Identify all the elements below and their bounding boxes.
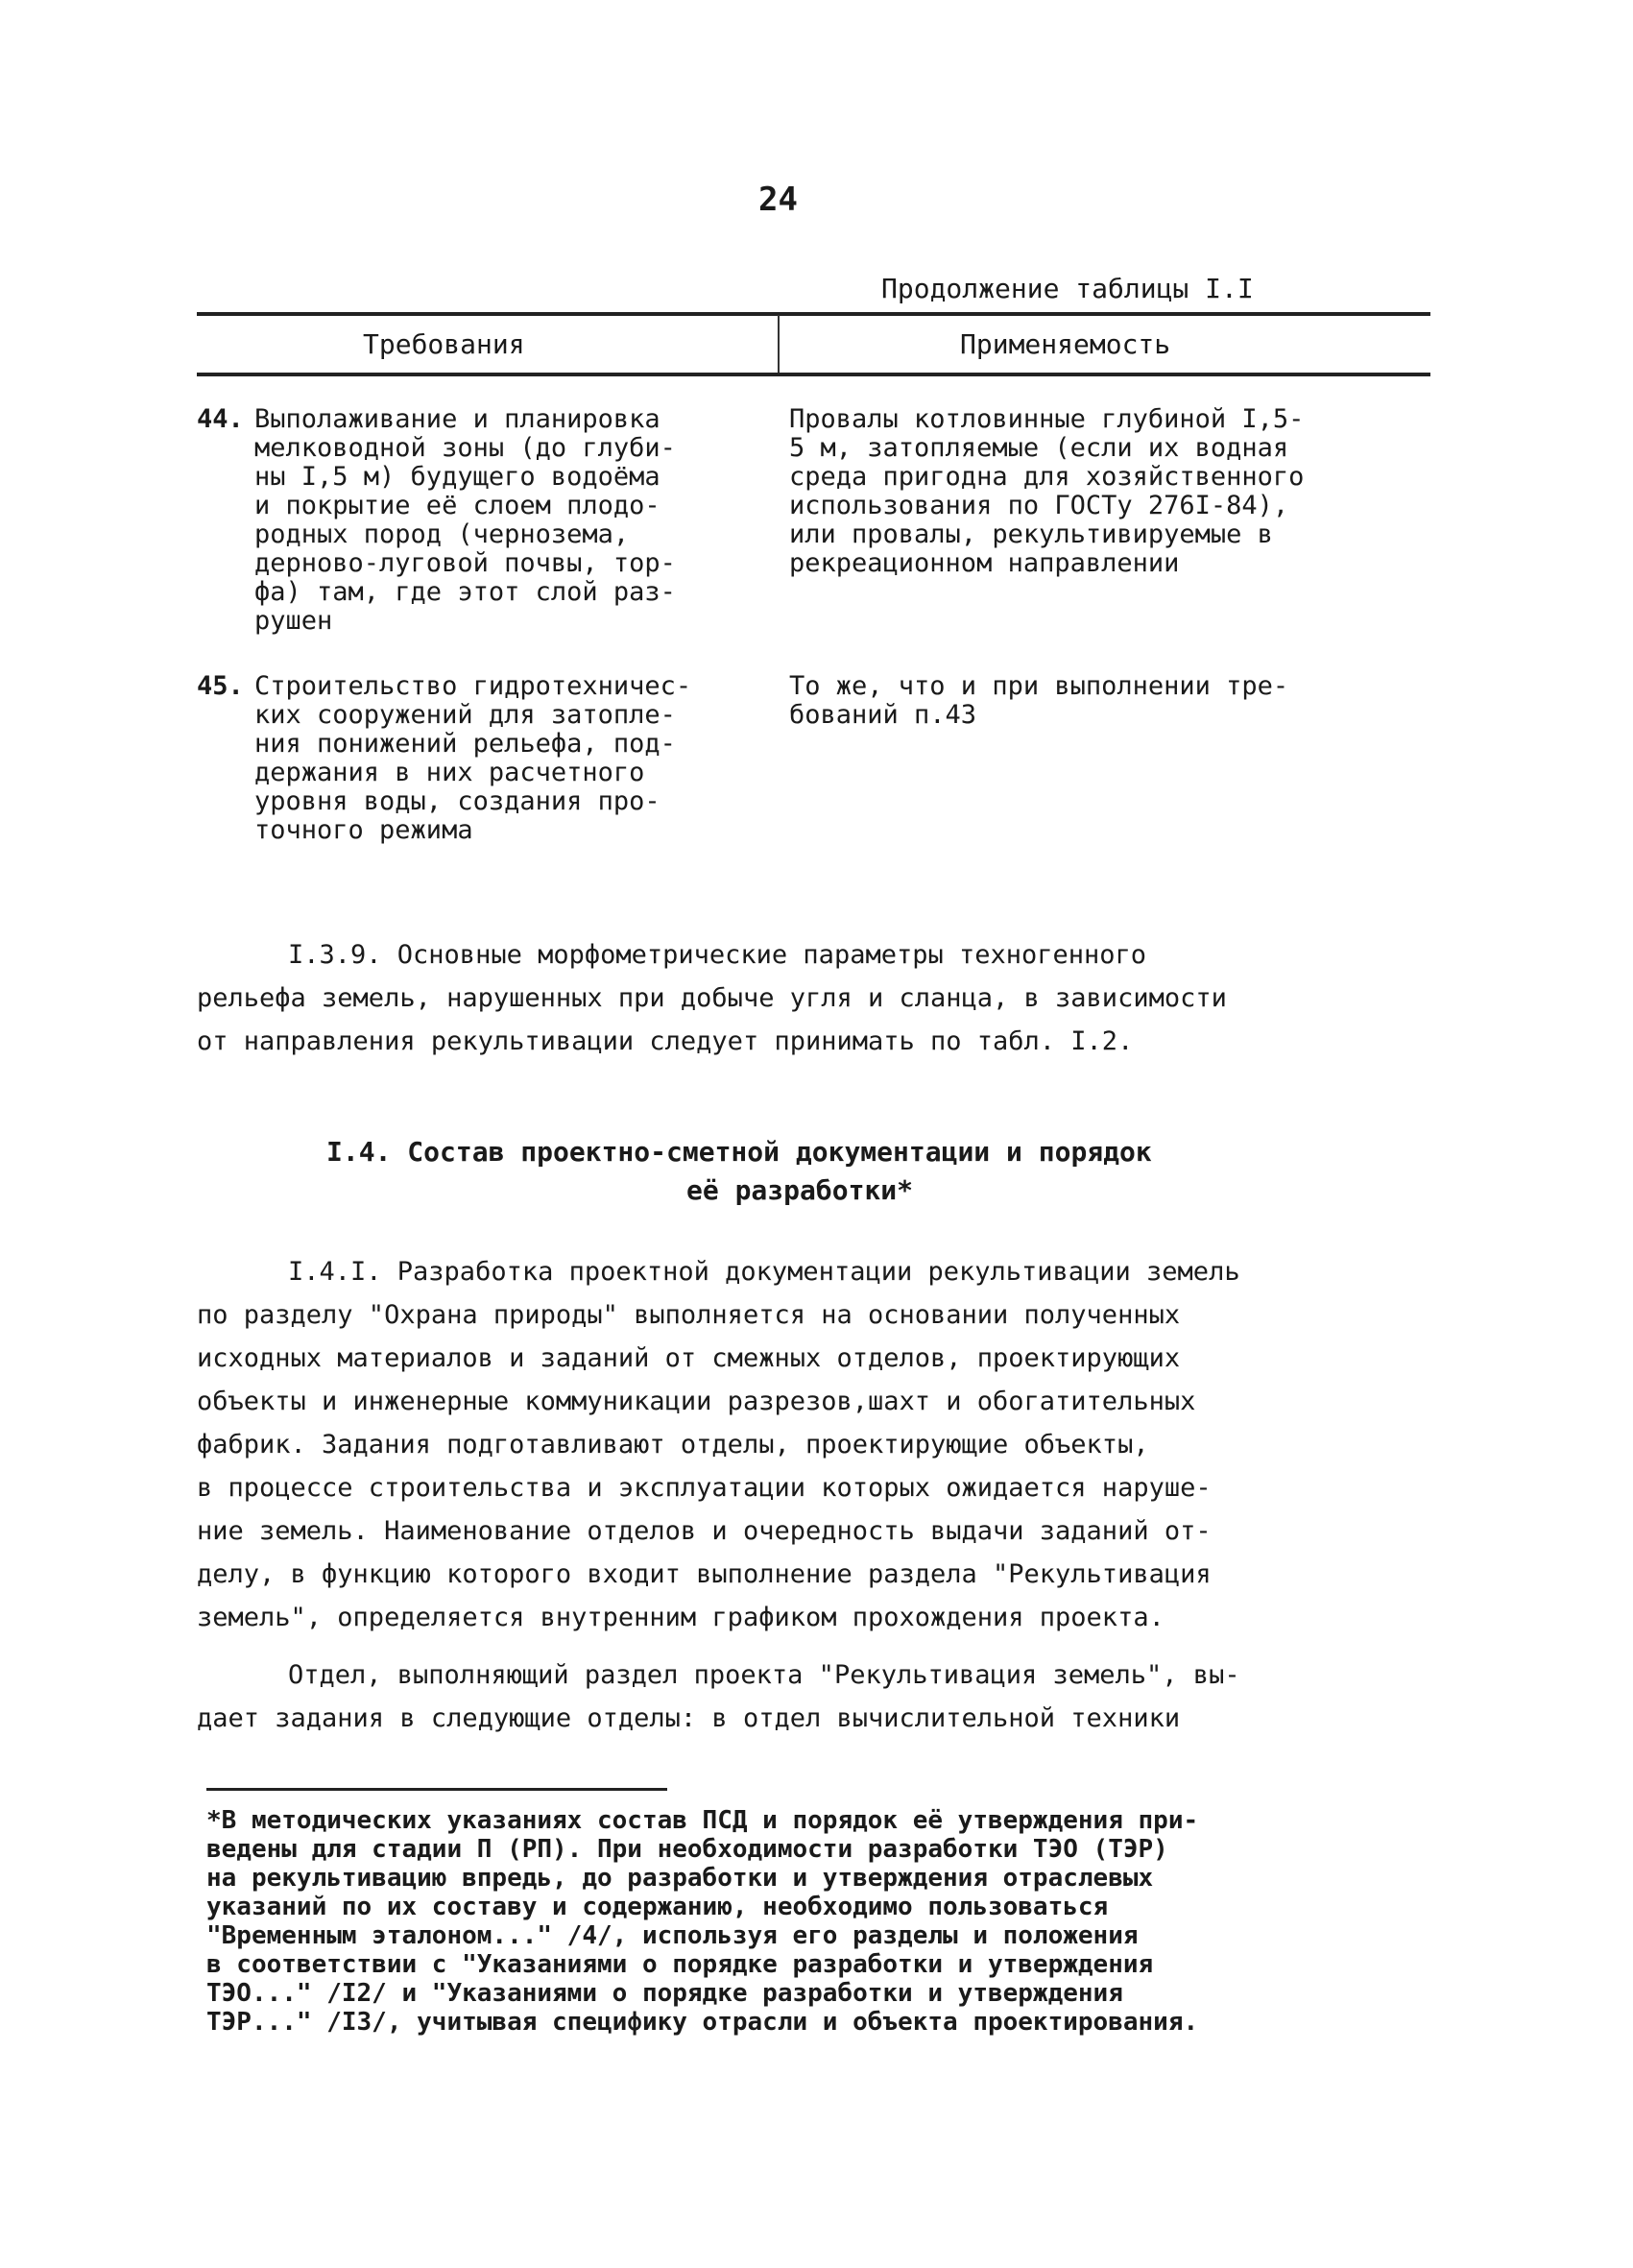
footnote-line: ТЭО..." /I2/ и "Указаниями о порядке разработки и утверждения bbox=[206, 1979, 1123, 2008]
requirement-line: уровня воды, создания про- bbox=[254, 786, 660, 816]
paragraph-line: по разделу "Охрана природы" выполняется на основании полученных bbox=[197, 1300, 1181, 1330]
footnote-line: в соответствии с "Указаниями о порядке разработки и утверждения bbox=[206, 1950, 1154, 1979]
requirement-line: Выполаживание и планировка bbox=[254, 404, 660, 434]
requirement-line: мелководной зоны (до глуби- bbox=[254, 433, 676, 463]
table-header-requirements: Требования bbox=[363, 328, 525, 360]
applicability-line: 5 м, затопляемые (если их водная bbox=[789, 433, 1289, 463]
applicability-line: использования по ГОСТу 276I-84), bbox=[789, 491, 1289, 520]
paragraph-line: I.4.I. Разработка проектной документации рекультивации земель bbox=[288, 1257, 1240, 1287]
paragraph-line: дает задания в следующие отделы: в отдел вычислительной техники bbox=[197, 1703, 1181, 1733]
paragraph-line: от направления рекультивации следует принимать по табл. I.2. bbox=[197, 1026, 1134, 1056]
table-caption: Продолжение таблицы I.I bbox=[881, 273, 1254, 304]
requirement-line: точного режима bbox=[254, 815, 473, 845]
requirement-line: ны I,5 м) будущего водоёма bbox=[254, 462, 660, 492]
paragraph-line: объекты и инженерные коммуникации разрезов,шахт и обогатительных bbox=[197, 1387, 1196, 1416]
requirement-line: родных пород (чернозема, bbox=[254, 519, 630, 549]
applicability-line: рекреационном направлении bbox=[789, 548, 1180, 578]
table-header-rule bbox=[197, 373, 1430, 376]
paragraph-line: фабрик. Задания подготавливают отделы, проектирующие объекты, bbox=[197, 1430, 1149, 1460]
requirement-line: и покрытие её слоем плодо- bbox=[254, 491, 660, 520]
requirement-line: рушен bbox=[254, 606, 333, 636]
applicability-line: среда пригодна для хозяйственного bbox=[789, 462, 1305, 492]
paragraph-line: делу, в функцию которого входит выполнение раздела "Рекультивация bbox=[197, 1559, 1212, 1589]
row-number: 44. bbox=[197, 404, 244, 434]
footnote-line: *В методических указаниях состав ПСД и порядок её утверждения при- bbox=[206, 1806, 1199, 1835]
paragraph-line: исходных материалов и заданий от смежных отделов, проектирующих bbox=[197, 1343, 1181, 1373]
requirement-line: дерново-луговой почвы, тор- bbox=[254, 548, 676, 578]
section-heading-line: её разработки* bbox=[686, 1174, 914, 1206]
paragraph-line: Отдел, выполняющий раздел проекта "Рекультивация земель", вы- bbox=[288, 1660, 1240, 1690]
paragraph-line: ние земель. Наименование отделов и очередность выдачи заданий от- bbox=[197, 1516, 1212, 1546]
section-heading-line: I.4. Состав проектно-сметной документации и порядок bbox=[326, 1136, 1152, 1168]
footnote-line: указаний по их составу и содержанию, необходимо пользоваться bbox=[206, 1893, 1109, 1921]
requirement-line: ния понижений рельефа, под- bbox=[254, 729, 676, 759]
paragraph-line: в процессе строительства и эксплуатации которых ожидается наруше- bbox=[197, 1473, 1212, 1503]
paragraph-line: рельефа земель, нарушенных при добыче угля и сланца, в зависимости bbox=[197, 983, 1227, 1013]
applicability-line: или провалы, рекультивируемые в bbox=[789, 519, 1273, 549]
paragraph-line: I.3.9. Основные морфометрические параметры техногенного bbox=[288, 940, 1147, 970]
row-number: 45. bbox=[197, 671, 244, 701]
table-column-divider bbox=[778, 315, 780, 374]
requirement-line: фа) там, где этот слой раз- bbox=[254, 577, 676, 607]
footnote-line: ТЭР..." /I3/, учитывая специфику отрасли и объекта проектирования. bbox=[206, 2008, 1199, 2037]
footnote-line: "Временным эталоном..." /4/, используя его разделы и положения bbox=[206, 1921, 1139, 1950]
applicability-line: Провалы котловинные глубиной I,5- bbox=[789, 404, 1305, 434]
footnote-line: ведены для стадии П (РП). При необходимости разработки ТЭО (ТЭР) bbox=[206, 1835, 1168, 1864]
footnote-line: на рекультивацию впредь, до разработки и утверждения отраслевых bbox=[206, 1864, 1154, 1893]
page-number: 24 bbox=[758, 181, 798, 219]
requirement-line: Строительство гидротехничес- bbox=[254, 671, 692, 701]
requirement-line: держания в них расчетного bbox=[254, 758, 645, 787]
applicability-line: бований п.43 bbox=[789, 700, 977, 730]
footnote-rule bbox=[206, 1788, 667, 1791]
applicability-line: То же, что и при выполнении тре- bbox=[789, 671, 1289, 701]
requirement-line: ких сооружений для затопле- bbox=[254, 700, 676, 730]
table-top-rule bbox=[197, 312, 1430, 316]
paragraph-line: земель", определяется внутренним графиком прохождения проекта. bbox=[197, 1603, 1165, 1632]
table-header-applicability: Применяемость bbox=[960, 328, 1171, 360]
